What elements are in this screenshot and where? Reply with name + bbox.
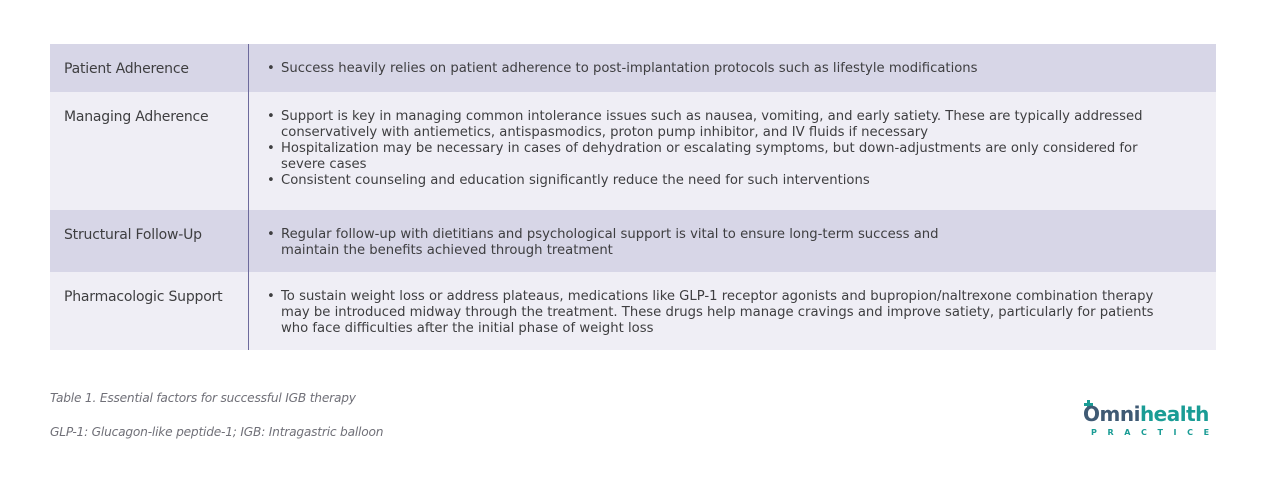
table-row bbox=[50, 272, 1216, 350]
logo-subtitle: PRACTICE bbox=[1091, 428, 1220, 437]
bullet-list bbox=[267, 289, 1186, 337]
bullet-list bbox=[267, 61, 1186, 77]
row-label: Patient Adherence bbox=[50, 44, 249, 92]
bullet-text: • Regular follow-up with dietitians and psychological support is vital to ensure long-term success and bbox=[281, 227, 939, 242]
table-row bbox=[50, 92, 1216, 210]
bullet-text: • Success heavily relies on patient adherence to post-implantation protocols such as lifestyle modifications bbox=[281, 61, 978, 76]
bullet-item bbox=[267, 141, 1186, 173]
logo-word-health: health bbox=[1139, 402, 1209, 426]
bullet-text: may be introduced midway through the treatment. These drugs help manage cravings and improve satiety, particularly for patients bbox=[281, 305, 1154, 320]
table-caption: Table 1. Essential factors for successful IGB therapy bbox=[50, 391, 356, 405]
abbreviations-note: GLP-1: Glucagon-like peptide-1; IGB: Intragastric balloon bbox=[50, 425, 384, 439]
bullet-text: conservatively with antiemetics, antispasmodics, proton pump inhibitor, and IV fluids if necessary bbox=[281, 125, 929, 140]
row-label: Pharmacologic Support bbox=[50, 272, 249, 350]
bullet-text: • Support is key in managing common intolerance issues such as nausea, vomiting, and early satiety. These are typically addressed bbox=[281, 109, 1143, 124]
omnihealth-logo bbox=[1083, 403, 1218, 439]
row-content bbox=[249, 210, 1216, 272]
table-row bbox=[50, 44, 1216, 92]
bullet-item bbox=[267, 227, 1186, 259]
row-label: Structural Follow-Up bbox=[50, 210, 249, 272]
row-content bbox=[249, 92, 1216, 210]
bullet-list bbox=[267, 227, 1186, 259]
bullet-text: • Consistent counseling and education significantly reduce the need for such interventions bbox=[281, 173, 870, 188]
table-row bbox=[50, 210, 1216, 272]
row-content bbox=[249, 272, 1216, 350]
bullet-text: severe cases bbox=[281, 157, 367, 172]
bullet-item bbox=[267, 109, 1186, 141]
factors-table bbox=[50, 44, 1216, 350]
bullet-item bbox=[267, 173, 1186, 189]
logo-word-omni: Omni bbox=[1083, 402, 1140, 426]
bullet-text: maintain the benefits achieved through treatment bbox=[281, 243, 613, 258]
bullet-item bbox=[267, 289, 1186, 337]
bullet-text: • To sustain weight loss or address plateaus, medications like GLP-1 receptor agonists and bupropion/naltrexone combination therapy bbox=[281, 289, 1154, 304]
bullet-item bbox=[267, 61, 1186, 77]
row-content bbox=[249, 44, 1216, 92]
logo-wordmark bbox=[1083, 403, 1209, 425]
bullet-text: who face difficulties after the initial phase of weight loss bbox=[281, 321, 654, 336]
bullet-list bbox=[267, 109, 1186, 189]
bullet-text: • Hospitalization may be necessary in cases of dehydration or escalating symptoms, but down-adjustments are only considered for bbox=[281, 141, 1138, 156]
row-label: Managing Adherence bbox=[50, 92, 249, 210]
